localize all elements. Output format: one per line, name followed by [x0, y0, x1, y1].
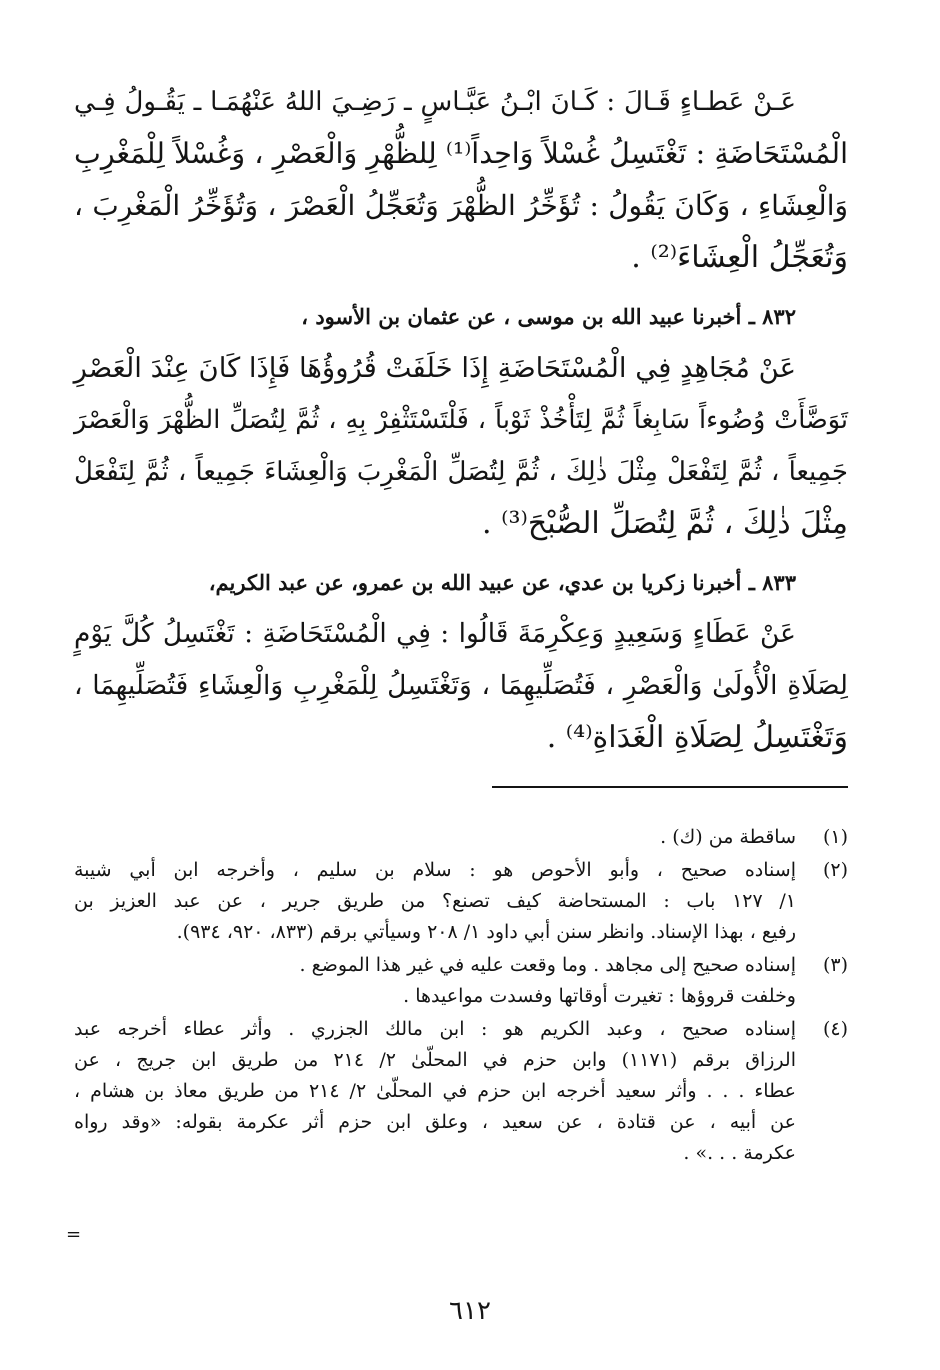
text-line: عَـنْ عَطـاءٍ قَـالَ : كَـانَ ابْـنُ عَبَّـاسٍ ـ رَضِـيَ اللهُ عَنْهُمَـا ـ يَقُـولُ فِـي — [74, 87, 796, 117]
footnote-line: إسناده صحيح ، وعبد الكريم هو : ابن مالك الجزري . وأثر عطاء أخرجه عبد — [74, 1018, 796, 1040]
paragraph-1 — [74, 76, 848, 284]
footnote-divider — [492, 786, 848, 788]
hadith-chain: أخبرنا عبيد الله بن موسى ، عن عثمان بن الأسود ، — [301, 304, 742, 329]
hadith-number: ٨٣٣ ـ — [748, 570, 796, 595]
page-number: ٦١٢ — [449, 1296, 491, 1326]
hadith-header-833 — [74, 564, 848, 602]
footnote-number: (٤) — [822, 1018, 848, 1040]
text-line: عَنْ مُجَاهِدٍ فِي الْمُسْتَحَاضَةِ إِذَا خَلَفَتْ قُرُوؤُهَا فَإِذَا كَانَ عِنْدَ الْعَصْرِ — [73, 352, 796, 384]
footnote-line: وخلفت قروؤها : تغيرت أوقاتها وفسدت مواعيدها . — [403, 985, 796, 1007]
text-line: مِثْلَ ذٰلِكَ ، ثُمَّ لِتُصَلِّ الصُّبْحَ⁽³⁾ . — [482, 506, 848, 541]
text-line: لِصَلَاةِ الْأُولَىٰ وَالْعَصْرِ ، فَتُصَلِّيهِمَا ، وَتَغْتَسِلُ لِلْمَغْرِبِ وَالْعِشَاءِ فَتُصَلِّيهِمَا ، — [74, 670, 848, 701]
footnote-line: إسناده صحيح ، وأبو الأحوص هو : سلام بن سليم ، وأخرجه ابن أبي شيبة — [74, 859, 796, 881]
footnote-line: عن أبيه ، عن قتادة ، عن سعيد ، وعلق ابن حزم أثر عكرمة بقوله: «وقد رواه — [74, 1111, 796, 1133]
footnote-line: الرزاق برقم (١١٧١) وابن حزم في المحلّىٰ ٢/ ٢١٤ من طريق ابن جريج ، عن — [74, 1049, 796, 1071]
paragraph-833 — [74, 608, 848, 764]
continuation-mark: = — [66, 1224, 82, 1245]
footnote-line: عكرمة . . .» . — [683, 1142, 796, 1164]
hadith-header-832 — [74, 298, 848, 336]
footnote-3 — [74, 950, 848, 1012]
footnote-line: إسناده صحيح إلى مجاهد . وما وقعت عليه في غير هذا الموضع . — [299, 954, 796, 976]
footnotes — [74, 822, 848, 1169]
text-line: تَوَضَّأَتْ وُضُوءاً سَابِغاً ثُمَّ لِتَأْخُذْ ثَوْباً ، فَلْتَسْتَثْفِرْ بِهِ ، ثُمَّ لِتُصَلِّ الظُّهْرَ وَالْعَصْرَ — [74, 405, 848, 435]
page-body — [74, 76, 848, 1169]
text-line: الْمُسْتَحَاضَةِ : تَغْتَسِلُ غُسْلاً وَاحِداً⁽¹⁾ لِلظُّهْرِ وَالْعَصْرِ ، وَغُسْلاً لِلْمَغْرِبِ — [74, 137, 848, 170]
footnote-line: ١/ ١٢٧ باب : المستحاضة كيف تصنع؟ من طريق جرير ، عن عبد العزيز بن — [74, 890, 796, 912]
footnote-number: (٢) — [822, 859, 848, 881]
footnote-1 — [74, 822, 848, 853]
text-line: وَتَغْتَسِلُ لِصَلَاةِ الْغَدَاةِ⁽⁴⁾ . — [546, 720, 848, 755]
footnote-2 — [74, 855, 848, 948]
paragraph-832 — [74, 342, 848, 550]
footnote-number: (٣) — [822, 954, 848, 976]
text-line: وَالْعِشَاءِ ، وَكَانَ يَقُولُ : تُؤَخِّرُ الظُّهْرَ وَتُعَجِّلُ الْعَصْرَ ، وَتُؤَخِّرُ الْمَغْرِبَ ، — [74, 189, 848, 222]
footnote-line: ساقطة من (ك) . — [660, 826, 796, 848]
text-line: وَتُعَجِّلُ الْعِشَاءَ⁽²⁾ . — [631, 240, 848, 275]
text-line: جَمِيعاً ، ثُمَّ لِتَفْعَلْ مِثْلَ ذٰلِكَ ، ثُمَّ لِتُصَلِّ الْمَغْرِبَ وَالْعِشَاءَ جَمِيعاً ، ثُمَّ لِتَفْعَلْ — [74, 457, 848, 487]
hadith-number: ٨٣٢ ـ — [748, 304, 796, 329]
footnote-line: عطاء . . . وأثر سعيد أخرجه ابن حزم في المحلّىٰ ٢/ ٢١٤ من طريق معاذ بن هشام ، — [74, 1080, 796, 1102]
hadith-chain: أخبرنا زكريا بن عدي، عن عبيد الله بن عمرو، عن عبد الكريم، — [208, 570, 742, 595]
footnote-line: رفيع ، بهذا الإسناد. وانظر سنن أبي داود ١/ ٢٠٨ وسيأتي برقم (٨٣٣، ٩٢٠، ٩٣٤). — [176, 921, 796, 943]
footnote-number: (١) — [822, 826, 848, 848]
text-line: عَنْ عَطَاءٍ وَسَعِيدٍ وَعِكْرِمَةَ قَالُوا : فِي الْمُسْتَحَاضَةِ : تَغْتَسِلُ كُلَّ يَوْمٍ — [74, 618, 796, 649]
footnote-4 — [74, 1014, 848, 1169]
